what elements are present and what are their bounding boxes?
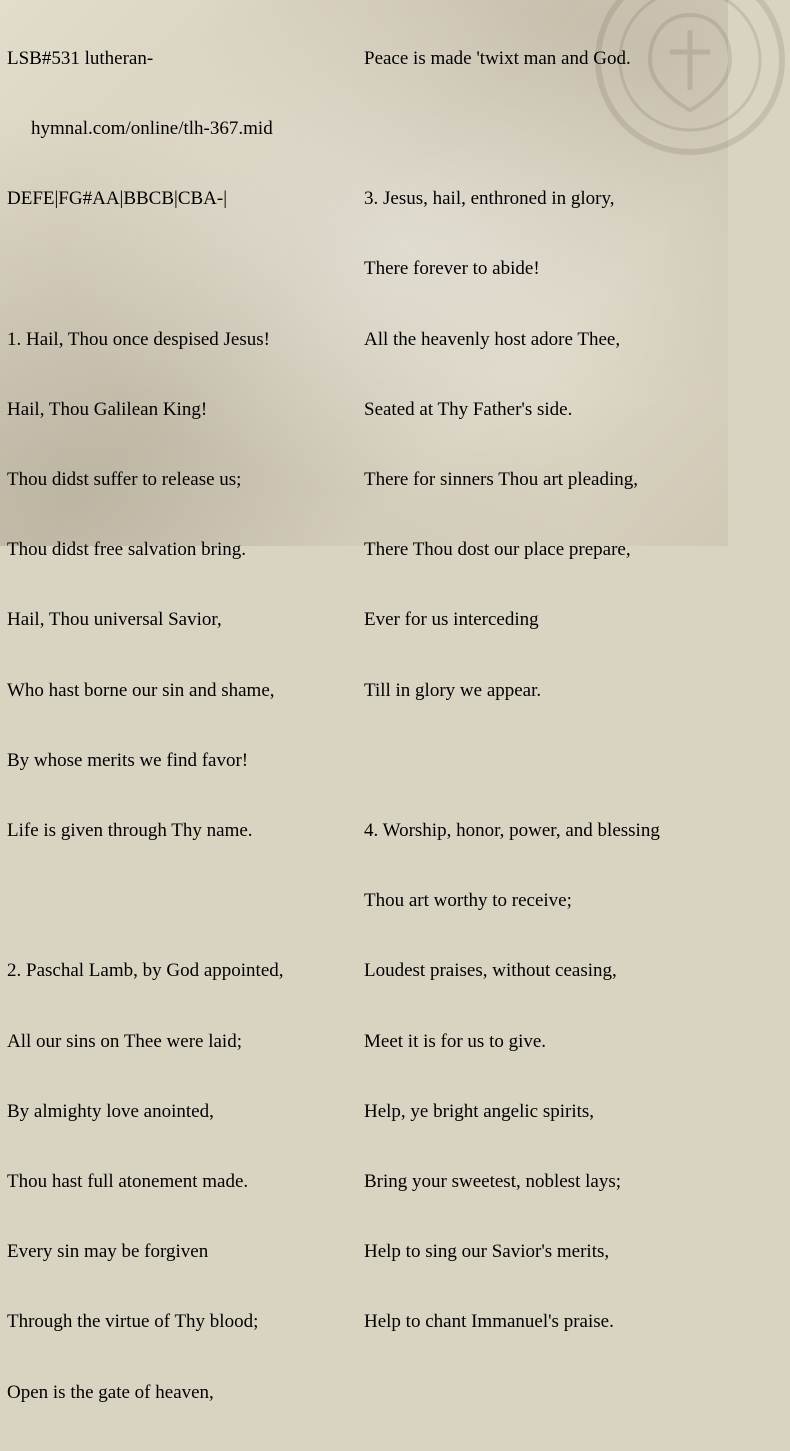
verse-3-line: Seated at Thy Father's side. bbox=[364, 398, 573, 420]
verse-2-line: 2. Paschal Lamb, by God appointed, bbox=[7, 960, 284, 982]
hymn-code: LSB#531 lutheran- bbox=[7, 47, 154, 69]
verse-3-line: There Thou dost our place prepare, bbox=[364, 539, 631, 561]
verse-3-line: Till in glory we appear. bbox=[364, 679, 542, 701]
hymn-url: hymnal.com/online/tlh-367.mid bbox=[31, 118, 273, 140]
spacer bbox=[364, 117, 660, 140]
tune-notes: DEFE|FG#AA|BBCB|CBA-| bbox=[7, 188, 228, 210]
spacer bbox=[364, 749, 660, 772]
spacer bbox=[7, 257, 284, 280]
verse-2-line: By almighty love anointed, bbox=[7, 1100, 214, 1122]
verse-2-line: Thou hast full atonement made. bbox=[7, 1171, 249, 1193]
verse-3-line: Ever for us interceding bbox=[364, 609, 539, 631]
right-column bbox=[364, 0, 660, 1381]
verse-1-line: Who hast borne our sin and shame, bbox=[7, 679, 275, 701]
verse-1-line: Hail, Thou Galilean King! bbox=[7, 398, 208, 420]
verse-4-line: 4. Worship, honor, power, and blessing bbox=[364, 820, 660, 842]
verse-3-line: All the heavenly host adore Thee, bbox=[364, 328, 621, 350]
left-column bbox=[7, 0, 284, 1451]
spacer bbox=[7, 889, 284, 912]
verse-2-last-line: Peace is made 'twixt man and God. bbox=[364, 47, 631, 69]
verse-2-line: Open is the gate of heaven, bbox=[7, 1381, 214, 1403]
verse-4-line: Help, ye bright angelic spirits, bbox=[364, 1100, 595, 1122]
verse-1-line: Thou didst suffer to release us; bbox=[7, 469, 242, 491]
verse-2-line: All our sins on Thee were laid; bbox=[7, 1030, 242, 1052]
verse-4-line: Meet it is for us to give. bbox=[364, 1030, 547, 1052]
verse-4-line: Loudest praises, without ceasing, bbox=[364, 960, 617, 982]
verse-1-line: 1. Hail, Thou once despised Jesus! bbox=[7, 328, 270, 350]
verse-1-line: Thou didst free salvation bring. bbox=[7, 539, 247, 561]
verse-4-line: Thou art worthy to receive; bbox=[364, 890, 572, 912]
verse-2-line: Through the virtue of Thy blood; bbox=[7, 1311, 259, 1333]
verse-1-line: By whose merits we find favor! bbox=[7, 749, 249, 771]
verse-1-line: Hail, Thou universal Savior, bbox=[7, 609, 222, 631]
verse-2-line: Every sin may be forgiven bbox=[7, 1241, 209, 1263]
verse-3-line: There for sinners Thou art pleading, bbox=[364, 469, 639, 491]
verse-4-line: Help to chant Immanuel's praise. bbox=[364, 1311, 614, 1333]
verse-4-line: Bring your sweetest, noblest lays; bbox=[364, 1171, 621, 1193]
verse-4-line: Help to sing our Savior's merits, bbox=[364, 1241, 610, 1263]
verse-1-line: Life is given through Thy name. bbox=[7, 820, 253, 842]
verse-3-line: There forever to abide! bbox=[364, 258, 540, 280]
verse-3-line: 3. Jesus, hail, enthroned in glory, bbox=[364, 188, 615, 210]
